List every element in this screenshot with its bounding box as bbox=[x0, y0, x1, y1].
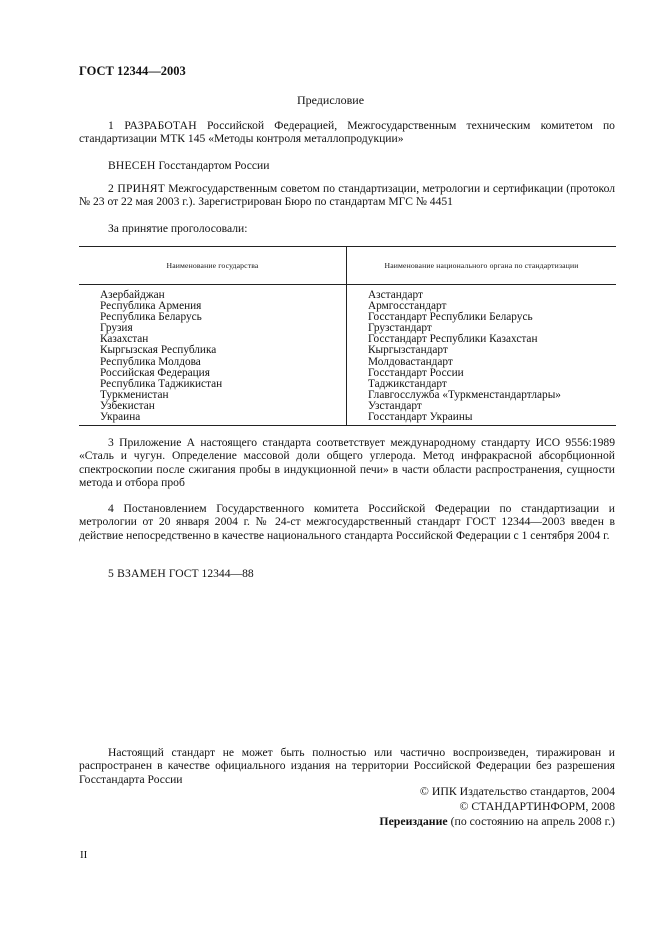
introduced-text: Госстандартом России bbox=[155, 159, 270, 172]
adopted-text: Межгосударственным советом по стандартизации, метрологии и сертификации (протокол № 23 от 22 мая 2003 г.). Зарегистрирован Бюро по стандартам МГС № 4451 bbox=[79, 182, 616, 209]
standards-body-item: Госстандарт Украины bbox=[368, 411, 473, 424]
standards-body-item: Армгосстандарт bbox=[368, 300, 447, 313]
developed-text: Российской Федерацией, Межгосударственным техническим комитетом по стандартизации МТК 145 «Методы контроля металлопродукции» bbox=[79, 119, 615, 146]
paragraph-introduced bbox=[79, 159, 615, 172]
state-column-header: Наименование государства bbox=[79, 247, 347, 285]
state-item: Республика Молдова bbox=[100, 355, 201, 368]
copyright-notice: Настоящий стандарт не может быть полностью или частично воспроизведен, тиражирован и распространен в качестве официального издания на территории Российской Федерации без разрешения Госстандарта России bbox=[79, 746, 615, 786]
state-item: Российская Федерация bbox=[100, 366, 210, 379]
developed-label: 1 РАЗРАБОТАН bbox=[108, 119, 197, 132]
voting-table bbox=[79, 246, 616, 426]
state-item: Кыргызская Республика bbox=[100, 344, 217, 357]
adopted-label: 2 ПРИНЯТ bbox=[108, 182, 165, 195]
state-item: Азербайджан bbox=[100, 289, 165, 301]
paragraph-enactment: 4 Постановлением Государственного комитета Российской Федерации по стандартизации и метрологии от 20 января 2004 г. № 24-ст межгосударственный стандарт ГОСТ 12344—2003 введен в действие непосредственно в качестве национального стандарта Российской Федерации с 1 сентября 2004 г. bbox=[79, 502, 615, 542]
standards-body-item: Главгосслужба «Туркменстандартлары» bbox=[368, 388, 561, 401]
state-item: Узбекистан bbox=[100, 399, 155, 412]
copyright-publisher: © ИПК Издательство стандартов, 2004 bbox=[419, 784, 615, 798]
paragraph-appendix: 3 Приложение А настоящего стандарта соответствует международному стандарту ИСО 9556:1989 «Сталь и чугун. Определение массовой доли общего углерода. Метод инфракрасной абсорбционной спектроскопии после сжигания пробы в индукционной печи» в части области распространения, сущности метода и отбора проб bbox=[79, 436, 615, 489]
state-item: Республика Армения bbox=[100, 300, 202, 313]
introduced-label: ВНЕСЕН bbox=[108, 159, 156, 172]
copyright-standartinform: © СТАНДАРТИНФОРМ, 2008 bbox=[459, 799, 615, 813]
state-item: Казахстан bbox=[100, 333, 149, 346]
standards-body-item: Молдовастандарт bbox=[368, 355, 453, 368]
replaces-text: ГОСТ 12344—88 bbox=[165, 567, 254, 580]
state-item: Украина bbox=[100, 411, 141, 424]
page-number: II bbox=[80, 849, 88, 861]
standards-body-item: Госстандарт Республики Казахстан bbox=[368, 333, 538, 346]
state-item: Республика Таджикистан bbox=[100, 377, 223, 390]
paragraph-adopted bbox=[79, 182, 615, 209]
state-item: Республика Беларусь bbox=[100, 311, 202, 324]
preface-title: Предисловие bbox=[296, 93, 365, 107]
standards-body-item: Госстандарт России bbox=[368, 366, 464, 379]
standards-body-item: Узстандарт bbox=[368, 399, 422, 412]
standards-body-item: Кыргызстандарт bbox=[368, 344, 448, 357]
standards-body-item: Таджикстандарт bbox=[368, 377, 447, 390]
reissue-line bbox=[379, 814, 615, 828]
voted-intro: За принятие проголосовали: bbox=[108, 222, 248, 235]
replaces-label: 5 ВЗАМЕН bbox=[108, 567, 166, 580]
reissue-date: (по состоянию на апрель 2008 г.) bbox=[447, 814, 615, 828]
document-code: ГОСТ 12344—2003 bbox=[79, 64, 186, 78]
paragraph-developed bbox=[79, 119, 615, 146]
state-list bbox=[79, 285, 347, 426]
standards-body-item: Азстандарт bbox=[368, 289, 423, 301]
paragraph-replaces bbox=[79, 567, 615, 580]
state-item: Грузия bbox=[100, 322, 133, 335]
standards-body-item: Грузстандарт bbox=[368, 322, 432, 335]
reissue-label: Переиздание bbox=[379, 814, 448, 828]
standards-body-list bbox=[347, 285, 617, 426]
state-item: Туркменистан bbox=[100, 388, 169, 401]
body-column-header: Наименование национального органа по стандартизации bbox=[347, 247, 617, 285]
standards-body-item: Госстандарт Республики Беларусь bbox=[368, 311, 533, 324]
